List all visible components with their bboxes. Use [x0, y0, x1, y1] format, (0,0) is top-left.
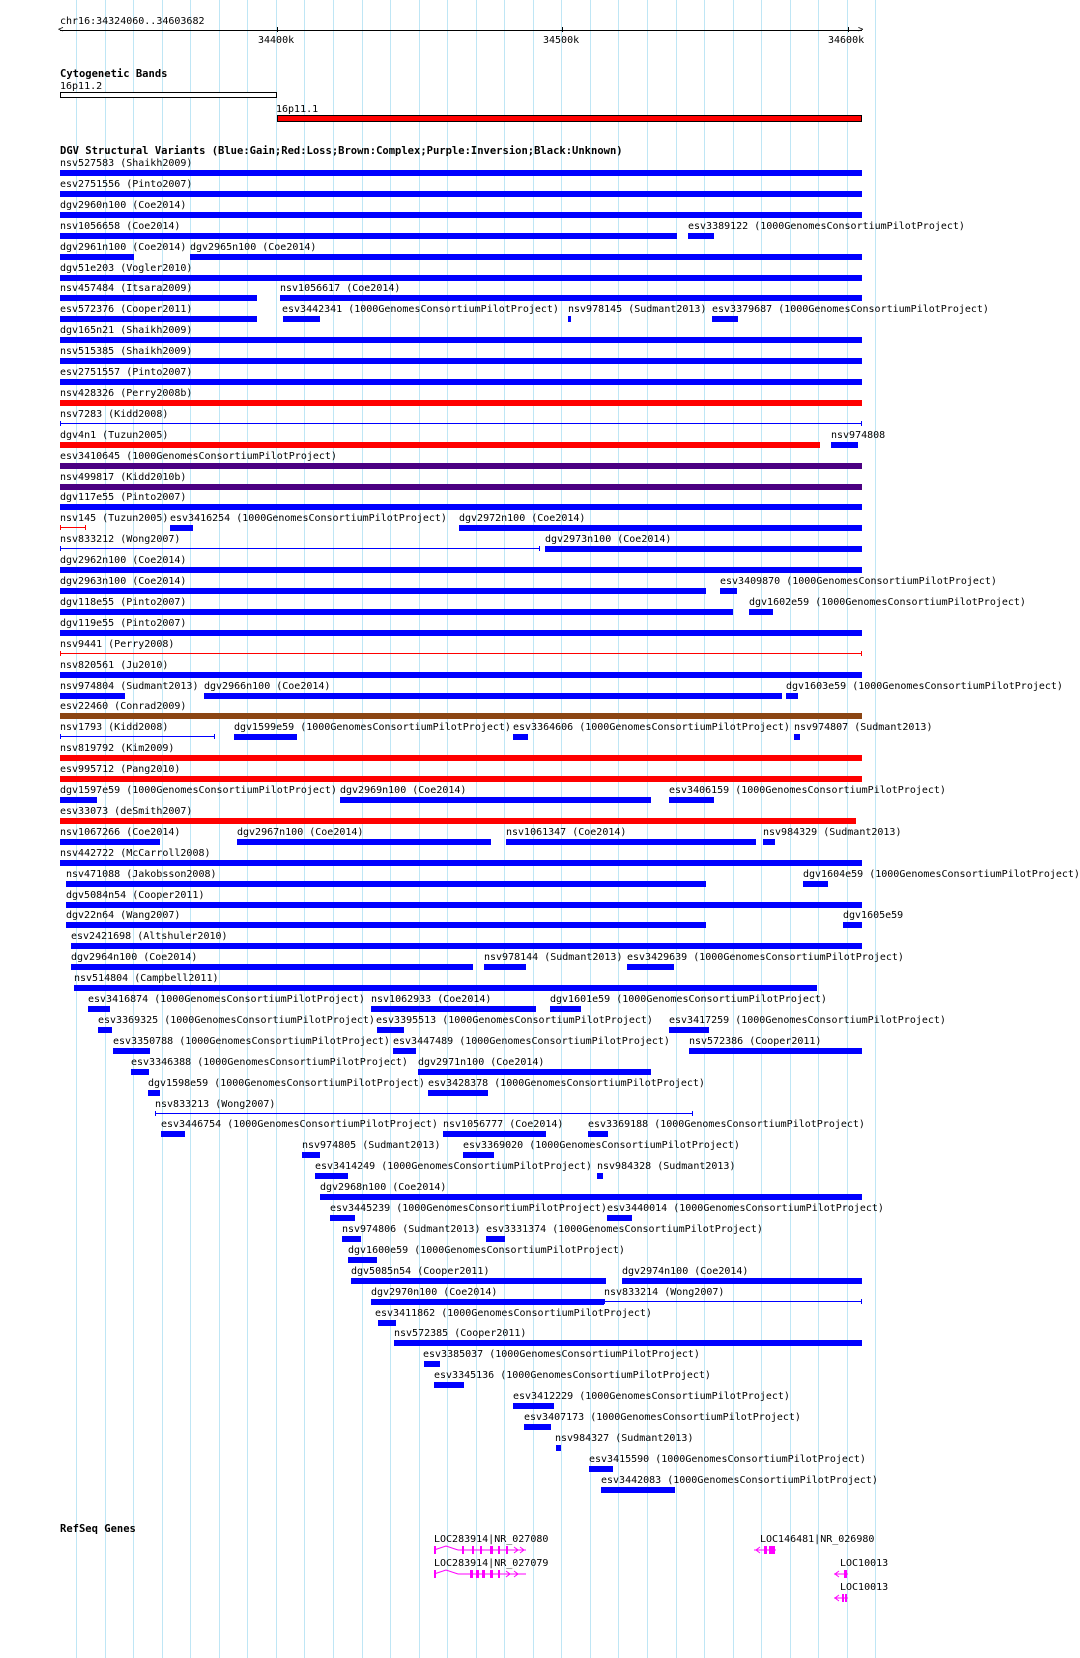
grid-line	[476, 0, 477, 1658]
variant-label[interactable]: nsv9441 (Perry2008)	[60, 639, 175, 650]
variant-label[interactable]: dgv2967n100 (Coe2014)	[237, 827, 364, 838]
variant-label[interactable]: dgv1599e59 (1000GenomesConsortiumPilotProject)	[234, 722, 511, 733]
variant-bar[interactable]	[588, 1131, 608, 1137]
variant-bar[interactable]	[394, 1340, 862, 1346]
variant-bar[interactable]	[484, 964, 526, 970]
variant-label[interactable]: dgv2971n100 (Coe2014)	[418, 1057, 545, 1068]
variant-bar[interactable]	[568, 316, 571, 322]
variant-label[interactable]: dgv1603e59 (1000GenomesConsortiumPilotProject)	[786, 681, 1063, 692]
variant-label[interactable]: dgv117e55 (Pinto2007)	[60, 492, 187, 503]
variant-bar[interactable]	[280, 295, 862, 301]
variant-bar-end	[692, 1111, 693, 1116]
variant-label[interactable]: dgv4n1 (Tuzun2005)	[60, 430, 169, 441]
variant-bar[interactable]	[60, 170, 862, 176]
variant-label[interactable]: dgv2973n100 (Coe2014)	[545, 534, 672, 545]
variant-label[interactable]: dgv2974n100 (Coe2014)	[622, 1266, 749, 1277]
variant-label[interactable]: esv3345136 (1000GenomesConsortiumPilotProject)	[434, 1370, 711, 1381]
variant-label[interactable]: esv3412229 (1000GenomesConsortiumPilotProject)	[513, 1391, 790, 1402]
ruler-right-arrow: >	[858, 25, 864, 35]
variant-bar[interactable]	[60, 567, 862, 573]
variant-label[interactable]: esv3442341 (1000GenomesConsortiumPilotProject)	[282, 304, 559, 315]
variant-label[interactable]: dgv2960n100 (Coe2014)	[60, 200, 187, 211]
variant-label[interactable]: esv3406159 (1000GenomesConsortiumPilotProject)	[669, 785, 946, 796]
variant-label[interactable]: esv2751557 (Pinto2007)	[60, 367, 193, 378]
variant-bar[interactable]	[320, 1194, 862, 1200]
variant-bar-end	[604, 1299, 605, 1304]
gene-structure	[434, 1544, 526, 1556]
variant-label[interactable]: dgv2972n100 (Coe2014)	[459, 513, 586, 524]
variant-bar[interactable]	[60, 776, 862, 782]
variant-bar[interactable]	[71, 943, 862, 949]
variant-label[interactable]: nsv442722 (McCarroll2008)	[60, 848, 211, 859]
variant-label[interactable]: nsv978144 (Sudmant2013)	[484, 952, 623, 963]
variant-label[interactable]: nsv572385 (Cooper2011)	[394, 1328, 527, 1339]
variant-bar[interactable]	[424, 1361, 440, 1367]
variant-bar[interactable]	[443, 1131, 546, 1137]
variant-label[interactable]: nsv833212 (Wong2007)	[60, 534, 181, 545]
variant-label[interactable]: esv3411862 (1000GenomesConsortiumPilotProject)	[375, 1308, 652, 1319]
variant-label[interactable]: nsv428326 (Perry2008b)	[60, 388, 193, 399]
variant-label[interactable]: dgv2963n100 (Coe2014)	[60, 576, 187, 587]
variant-label[interactable]: dgv1605e59	[843, 910, 904, 921]
ruler-tick	[277, 27, 278, 32]
variant-label[interactable]: nsv1793 (Kidd2008)	[60, 722, 169, 733]
variant-bar[interactable]	[688, 233, 714, 239]
variant-bar[interactable]	[545, 546, 862, 552]
variant-bar[interactable]	[60, 358, 862, 364]
variant-bar[interactable]	[60, 379, 862, 385]
variant-bar[interactable]	[60, 254, 134, 260]
variant-bar[interactable]	[60, 672, 862, 678]
variant-bar[interactable]	[148, 1090, 160, 1096]
variant-label[interactable]: dgv2962n100 (Coe2014)	[60, 555, 187, 566]
variant-label[interactable]: esv3445239 (1000GenomesConsortiumPilotProject)	[330, 1203, 607, 1214]
ruler-tick	[562, 27, 563, 32]
variant-label[interactable]: esv3409870 (1000GenomesConsortiumPilotProject)	[720, 576, 997, 587]
variant-bar[interactable]	[622, 1278, 862, 1284]
gene-structure	[434, 1568, 526, 1580]
variant-label[interactable]: nsv471088 (Jakobsson2008)	[66, 869, 217, 880]
variant-label[interactable]: dgv2965n100 (Coe2014)	[190, 242, 317, 253]
variant-bar[interactable]	[342, 1236, 361, 1242]
variant-label[interactable]: esv3379687 (1000GenomesConsortiumPilotProject)	[712, 304, 989, 315]
variant-bar[interactable]	[71, 964, 473, 970]
variant-bar[interactable]	[315, 1173, 348, 1179]
variant-label[interactable]: esv3447489 (1000GenomesConsortiumPilotProject)	[393, 1036, 670, 1047]
variant-label[interactable]: dgv165n21 (Shaikh2009)	[60, 325, 193, 336]
variant-bar[interactable]	[351, 1278, 606, 1284]
variant-bar[interactable]	[378, 1320, 396, 1326]
variant-bar[interactable]	[786, 693, 798, 699]
gene-label[interactable]: LOC146481|NR_026980	[760, 1534, 875, 1545]
variant-label[interactable]: dgv51e203 (Vogler2010)	[60, 263, 193, 274]
variant-bar[interactable]	[60, 442, 820, 448]
variant-label[interactable]: esv3346388 (1000GenomesConsortiumPilotProject)	[131, 1057, 408, 1068]
variant-label[interactable]: esv3442083 (1000GenomesConsortiumPilotProject)	[601, 1475, 878, 1486]
variant-label[interactable]: esv3414249 (1000GenomesConsortiumPilotProject)	[315, 1161, 592, 1172]
grid-line	[390, 0, 391, 1658]
variant-bar-end	[60, 421, 61, 426]
variant-bar[interactable]	[393, 1048, 416, 1054]
variant-label[interactable]: dgv2964n100 (Coe2014)	[71, 952, 198, 963]
grid-line	[733, 0, 734, 1658]
variant-label[interactable]: esv3440014 (1000GenomesConsortiumPilotProject)	[607, 1203, 884, 1214]
grid-line	[647, 0, 648, 1658]
variant-label[interactable]: dgv2970n100 (Coe2014)	[371, 1287, 498, 1298]
variant-bar-end	[861, 651, 862, 656]
variant-bar[interactable]	[669, 797, 714, 803]
variant-bar[interactable]	[348, 1257, 377, 1263]
variant-label[interactable]: nsv1062933 (Coe2014)	[371, 994, 492, 1005]
variant-bar[interactable]	[60, 860, 862, 866]
variant-label[interactable]: dgv1597e59 (1000GenomesConsortiumPilotProject)	[60, 785, 337, 796]
variant-label[interactable]: nsv1061347 (Coe2014)	[506, 827, 627, 838]
variant-label[interactable]: esv22460 (Conrad2009)	[60, 701, 187, 712]
variant-label[interactable]: dgv2961n100 (Coe2014)	[60, 242, 187, 253]
variant-label[interactable]: esv33073 (deSmith2007)	[60, 806, 193, 817]
variant-bar[interactable]	[627, 964, 674, 970]
variant-bar[interactable]	[669, 1027, 709, 1033]
variant-label[interactable]: nsv572386 (Cooper2011)	[689, 1036, 822, 1047]
gene-label[interactable]: LOC283914|NR_027079	[434, 1558, 549, 1569]
variant-bar[interactable]	[371, 1006, 536, 1012]
variant-bar[interactable]	[204, 693, 782, 699]
variant-bar[interactable]	[60, 548, 540, 549]
variant-bar[interactable]	[377, 1027, 404, 1033]
gene-structure	[834, 1568, 848, 1580]
ruler-label-34600k: 34600k	[828, 35, 865, 46]
variant-label[interactable]: esv3331374 (1000GenomesConsortiumPilotProject)	[486, 1224, 763, 1235]
grid-line	[761, 0, 762, 1658]
variant-label[interactable]: dgv118e55 (Pinto2007)	[60, 597, 187, 608]
variant-bar[interactable]	[794, 734, 800, 740]
variant-bar[interactable]	[428, 1090, 488, 1096]
variant-label[interactable]: nsv978145 (Sudmant2013)	[568, 304, 707, 315]
variant-bar[interactable]	[60, 693, 125, 699]
variant-bar[interactable]	[712, 316, 738, 322]
variant-bar[interactable]	[749, 609, 773, 615]
variant-label[interactable]: dgv119e55 (Pinto2007)	[60, 618, 187, 629]
variant-bar[interactable]	[60, 275, 862, 281]
variant-label[interactable]: esv3446754 (1000GenomesConsortiumPilotProject)	[161, 1119, 438, 1130]
variant-bar[interactable]	[434, 1382, 464, 1388]
variant-bar[interactable]	[60, 653, 862, 654]
variant-bar[interactable]	[60, 295, 257, 301]
cytoband-label[interactable]: 16p11.2	[60, 81, 103, 92]
variant-bar-end	[60, 734, 61, 739]
variant-bar[interactable]	[113, 1048, 150, 1054]
variant-bar-end	[155, 1111, 156, 1116]
variant-bar[interactable]	[161, 1131, 185, 1137]
variant-label[interactable]: nsv514804 (Campbell2011)	[74, 973, 219, 984]
variant-label[interactable]: nsv974806 (Sudmant2013)	[342, 1224, 481, 1235]
variant-bar[interactable]	[60, 797, 97, 803]
variant-bar-end	[85, 525, 86, 530]
variant-bar-end	[539, 546, 540, 551]
variant-label[interactable]: nsv1056777 (Coe2014)	[443, 1119, 564, 1130]
variant-label[interactable]: nsv984329 (Sudmant2013)	[763, 827, 902, 838]
cytoband-16p11-2[interactable]	[60, 92, 277, 98]
variant-bar[interactable]	[513, 1403, 554, 1409]
variant-label[interactable]: dgv5085n54 (Cooper2011)	[351, 1266, 490, 1277]
variant-bar[interactable]	[283, 316, 320, 322]
variant-bar-end	[861, 421, 862, 426]
variant-bar[interactable]	[190, 254, 862, 260]
grid-line	[504, 0, 505, 1658]
variant-bar[interactable]	[66, 881, 706, 887]
variant-bar[interactable]	[66, 902, 862, 908]
variant-label[interactable]: esv2751556 (Pinto2007)	[60, 179, 193, 190]
variant-label[interactable]: dgv5084n54 (Cooper2011)	[66, 890, 205, 901]
ruler-label-34400k: 34400k	[258, 35, 295, 46]
variant-label[interactable]: dgv1602e59 (1000GenomesConsortiumPilotProject)	[749, 597, 1026, 608]
ruler-tick	[848, 27, 849, 32]
variant-bar[interactable]	[60, 839, 160, 845]
variant-label[interactable]: nsv819792 (Kim2009)	[60, 743, 175, 754]
variant-bar[interactable]	[371, 1299, 604, 1305]
variant-bar[interactable]	[601, 1487, 675, 1493]
variant-label[interactable]: dgv1601e59 (1000GenomesConsortiumPilotProject)	[550, 994, 827, 1005]
variant-bar[interactable]	[60, 588, 706, 594]
variant-bar-end	[214, 734, 215, 739]
variant-label[interactable]: esv3369325 (1000GenomesConsortiumPilotProject)	[98, 1015, 375, 1026]
variant-bar-end	[60, 651, 61, 656]
variant-label[interactable]: nsv1056658 (Coe2014)	[60, 221, 181, 232]
variant-bar[interactable]	[302, 1152, 320, 1158]
variant-label[interactable]: nsv984327 (Sudmant2013)	[555, 1433, 694, 1444]
variant-bar[interactable]	[60, 233, 677, 239]
variant-label[interactable]: nsv1056617 (Coe2014)	[280, 283, 401, 294]
variant-label[interactable]: dgv1600e59 (1000GenomesConsortiumPilotProject)	[348, 1245, 625, 1256]
variant-label[interactable]: esv3389122 (1000GenomesConsortiumPilotProject)	[688, 221, 965, 232]
variant-bar[interactable]	[556, 1445, 561, 1451]
variant-bar[interactable]	[60, 484, 862, 490]
variant-label[interactable]: esv3395513 (1000GenomesConsortiumPilotProject)	[376, 1015, 653, 1026]
variant-label[interactable]: nsv974804 (Sudmant2013)	[60, 681, 199, 692]
variant-bar[interactable]	[131, 1069, 149, 1075]
variant-label[interactable]: dgv2969n100 (Coe2014)	[340, 785, 467, 796]
position-label: chr16:34324060..34603682	[60, 16, 205, 27]
variant-bar[interactable]	[60, 191, 862, 197]
gene-label[interactable]: LOC283914|NR_027080	[434, 1534, 549, 1545]
variant-bar[interactable]	[604, 1301, 862, 1302]
variant-bar[interactable]	[597, 1173, 603, 1179]
ruler-axis	[60, 30, 862, 31]
variant-label[interactable]: esv3369188 (1000GenomesConsortiumPilotProject)	[588, 1119, 865, 1130]
cytoband-label[interactable]: 16p11.1	[276, 104, 319, 115]
variant-bar[interactable]	[170, 525, 193, 531]
variant-label[interactable]: nsv1067266 (Coe2014)	[60, 827, 181, 838]
gene-structure	[754, 1544, 776, 1556]
variant-bar[interactable]	[60, 316, 257, 322]
variant-label[interactable]: nsv984328 (Sudmant2013)	[597, 1161, 736, 1172]
variant-bar[interactable]	[60, 463, 862, 469]
variant-bar[interactable]	[330, 1215, 355, 1221]
variant-bar[interactable]	[340, 797, 651, 803]
variant-label[interactable]: nsv833214 (Wong2007)	[604, 1287, 725, 1298]
variant-bar[interactable]	[60, 527, 86, 528]
variant-label[interactable]: dgv1598e59 (1000GenomesConsortiumPilotProject)	[148, 1078, 425, 1089]
variant-bar[interactable]	[763, 839, 775, 845]
variant-bar[interactable]	[60, 755, 862, 761]
variant-label[interactable]: esv3410645 (1000GenomesConsortiumPilotProject)	[60, 451, 337, 462]
variant-bar[interactable]	[60, 818, 856, 824]
variant-bar[interactable]	[459, 525, 862, 531]
variant-label[interactable]: esv3369020 (1000GenomesConsortiumPilotProject)	[463, 1140, 740, 1151]
variant-bar[interactable]	[720, 588, 737, 594]
variant-bar[interactable]	[589, 1466, 613, 1472]
variant-bar-end	[861, 1299, 862, 1304]
gene-label[interactable]: LOC10013	[840, 1558, 889, 1569]
variant-label[interactable]: nsv499817 (Kidd2010b)	[60, 472, 187, 483]
variant-bar[interactable]	[524, 1424, 551, 1430]
variant-label[interactable]: nsv457484 (Itsara2009)	[60, 283, 193, 294]
variant-label[interactable]: nsv145 (Tuzun2005)	[60, 513, 169, 524]
variant-label[interactable]: dgv22n64 (Wang2007)	[66, 910, 181, 921]
variant-bar[interactable]	[418, 1069, 651, 1075]
variant-bar[interactable]	[60, 630, 862, 636]
variant-label[interactable]: esv3416254 (1000GenomesConsortiumPilotProject)	[170, 513, 447, 524]
variant-bar[interactable]	[486, 1236, 505, 1242]
variant-label[interactable]: esv3415590 (1000GenomesConsortiumPilotProject)	[589, 1454, 866, 1465]
variant-bar[interactable]	[60, 337, 862, 343]
variant-bar[interactable]	[689, 1048, 862, 1054]
variant-label[interactable]: nsv7283 (Kidd2008)	[60, 409, 169, 420]
variant-label[interactable]: dgv2968n100 (Coe2014)	[320, 1182, 447, 1193]
variant-bar[interactable]	[88, 1006, 110, 1012]
variant-bar[interactable]	[60, 504, 862, 510]
variant-bar[interactable]	[60, 212, 862, 218]
variant-bar-end	[60, 525, 61, 530]
variant-label[interactable]: esv3428378 (1000GenomesConsortiumPilotProject)	[428, 1078, 705, 1089]
gene-structure	[834, 1592, 848, 1604]
variant-label[interactable]: esv3417259 (1000GenomesConsortiumPilotProject)	[669, 1015, 946, 1026]
ruler-label-34500k: 34500k	[543, 35, 580, 46]
variant-label[interactable]: esv995712 (Pang2010)	[60, 764, 181, 775]
variant-bar[interactable]	[831, 442, 858, 448]
variant-label[interactable]: nsv833213 (Wong2007)	[155, 1099, 276, 1110]
variant-bar[interactable]	[60, 423, 862, 424]
cytoband-track-title: Cytogenetic Bands	[60, 68, 168, 80]
variant-label[interactable]: nsv974808	[831, 430, 886, 441]
variant-label[interactable]: esv2421698 (Altshuler2010)	[71, 931, 228, 942]
variant-bar[interactable]	[550, 1006, 581, 1012]
variant-bar[interactable]	[60, 713, 862, 719]
variant-label[interactable]: esv3350788 (1000GenomesConsortiumPilotProject)	[113, 1036, 390, 1047]
variant-label[interactable]: nsv527583 (Shaikh2009)	[60, 158, 193, 169]
cytoband-16p11-1[interactable]	[277, 115, 862, 122]
variant-label[interactable]: esv3416874 (1000GenomesConsortiumPilotProject)	[88, 994, 365, 1005]
variant-label[interactable]: dgv2966n100 (Coe2014)	[204, 681, 331, 692]
variant-label[interactable]: dgv1604e59 (1000GenomesConsortiumPilotProject)	[803, 869, 1080, 880]
variant-bar[interactable]	[74, 985, 817, 991]
variant-bar[interactable]	[66, 922, 706, 928]
refseq-track-title: RefSeq Genes	[60, 1523, 136, 1535]
variant-label[interactable]: nsv974805 (Sudmant2013)	[302, 1140, 441, 1151]
grid-line	[447, 0, 448, 1658]
variant-label[interactable]: esv3429639 (1000GenomesConsortiumPilotProject)	[627, 952, 904, 963]
variant-bar[interactable]	[843, 922, 862, 928]
ruler-left-arrow: <	[58, 25, 64, 35]
variant-bar[interactable]	[155, 1113, 693, 1114]
variant-bar[interactable]	[506, 839, 756, 845]
variant-bar[interactable]	[60, 400, 862, 406]
variant-bar[interactable]	[60, 736, 215, 737]
variant-label[interactable]: esv3364606 (1000GenomesConsortiumPilotProject)	[513, 722, 790, 733]
gene-label[interactable]: LOC10013	[840, 1582, 889, 1593]
grid-line	[419, 0, 420, 1658]
grid-line	[676, 0, 677, 1658]
variant-label[interactable]: esv3385037 (1000GenomesConsortiumPilotProject)	[423, 1349, 700, 1360]
variant-label[interactable]: nsv820561 (Ju2010)	[60, 660, 169, 671]
variant-label[interactable]: esv572376 (Cooper2011)	[60, 304, 193, 315]
dgv-track-title: DGV Structural Variants (Blue:Gain;Red:Loss;Brown:Complex;Purple:Inversion;Black:Unknown)	[60, 145, 623, 157]
variant-bar[interactable]	[803, 881, 828, 887]
variant-bar[interactable]	[98, 1027, 112, 1033]
variant-bar[interactable]	[60, 609, 733, 615]
variant-bar[interactable]	[234, 734, 297, 740]
variant-label[interactable]: nsv974807 (Sudmant2013)	[794, 722, 933, 733]
variant-label[interactable]: esv3407173 (1000GenomesConsortiumPilotProject)	[524, 1412, 801, 1423]
variant-bar[interactable]	[463, 1152, 494, 1158]
grid-line	[704, 0, 705, 1658]
variant-bar-end	[60, 546, 61, 551]
variant-bar[interactable]	[237, 839, 491, 845]
variant-bar[interactable]	[607, 1215, 632, 1221]
variant-label[interactable]: nsv515385 (Shaikh2009)	[60, 346, 193, 357]
variant-bar[interactable]	[513, 734, 528, 740]
